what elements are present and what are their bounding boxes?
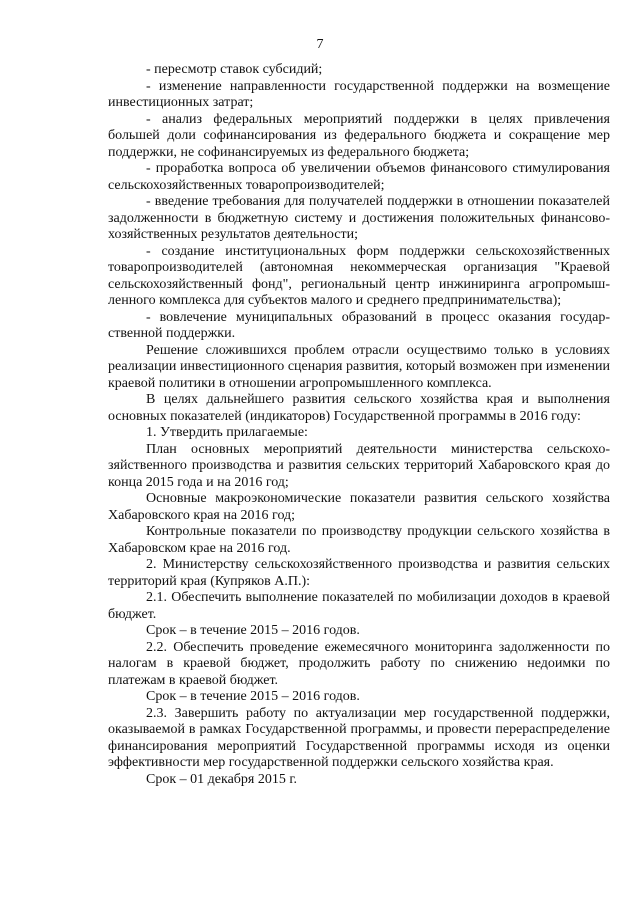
paragraph-12: Основные макроэкономические показатели развития сельского хозяйства Хабаровского края на 2016 год;	[108, 491, 610, 523]
paragraph-8: Решение сложившихся проблем отрасли осуществимо только в условиях реализации инвестиционного сценария развития, который возможен при изменении краевой политики в отношении агропромышленного комплекса.	[108, 342, 610, 391]
paragraph-3: - анализ федеральных мероприятий поддержки в целях привлечения большей доли софинансирования из федерального бюджета и сокращение мер поддержки, не софинансируемых из федерального бюджета;	[108, 111, 610, 160]
paragraph-13: Контрольные показатели по производству продукции сельского хозяйства в Хабаровском крае на 2016 год.	[108, 524, 610, 556]
paragraph-1: - пересмотр ставок субсидий;	[146, 62, 323, 77]
document-body	[108, 62, 610, 788]
paragraph-10: 1. Утвердить прилагаемые:	[146, 425, 308, 440]
paragraph-16: Срок – в течение 2015 – 2016 годов.	[146, 623, 360, 638]
paragraph-5: - введение требования для получателей поддержки в отношении показателей задолженности в бюджетную систему и достижения положительных финансово-хозяйственных результатов деятельности;	[108, 194, 610, 242]
paragraph-19: 2.3. Завершить работу по актуализации мер государственной поддержки, оказываемой в рамках Государственной программы, и провести перераспределение финансирования мероприятий Государственной программы исходя из оценки эффективности мер государственной поддержки сельского хозяйства края.	[108, 705, 610, 770]
paragraph-7: - вовлечение муниципальных образований в процесс оказания государственной поддержки.	[108, 309, 610, 341]
paragraph-6: - создание институциональных форм поддержки сельскохозяйственных товаропроизводителей (автономная некоммерческая организация "Краевой сельскохозяйственный фонд", региональный центр инжиниринга агропромышленного комплекса для субъектов малого и среднего предпринимательства);	[108, 243, 610, 308]
page-number: 7	[316, 37, 324, 52]
paragraph-17: 2.2. Обеспечить проведение ежемесячного мониторинга задолженности по налогам в краевой бюджет, продолжить работу по снижению недоимки по платежам в краевой бюджет.	[108, 639, 610, 688]
paragraph-15: 2.1. Обеспечить выполнение показателей по мобилизации доходов в краевой бюджет.	[108, 590, 610, 622]
paragraph-4: - проработка вопроса об увеличении объемов финансового стимулирования сельскохозяйственных товаропроизводителей;	[108, 161, 610, 193]
paragraph-9: В целях дальнейшего развития сельского хозяйства края и выполнения основных показателей (индикаторов) Государственной программы в 2016 году:	[108, 392, 610, 424]
paragraph-18: Срок – в течение 2015 – 2016 годов.	[146, 689, 360, 704]
paragraph-14: 2. Министерству сельскохозяйственного производства и развития сельских территорий края (Купряков А.П.):	[108, 557, 610, 589]
paragraph-2: - изменение направленности государственной поддержки на возмещение инвестиционных затрат;	[108, 78, 610, 110]
paragraph-20: Срок – 01 декабря 2015 г.	[146, 771, 298, 787]
paragraph-11: План основных мероприятий деятельности министерства сельскохозяйственного производства и развития сельских территорий Хабаровского края до конца 2015 года и на 2016 год;	[108, 441, 610, 490]
